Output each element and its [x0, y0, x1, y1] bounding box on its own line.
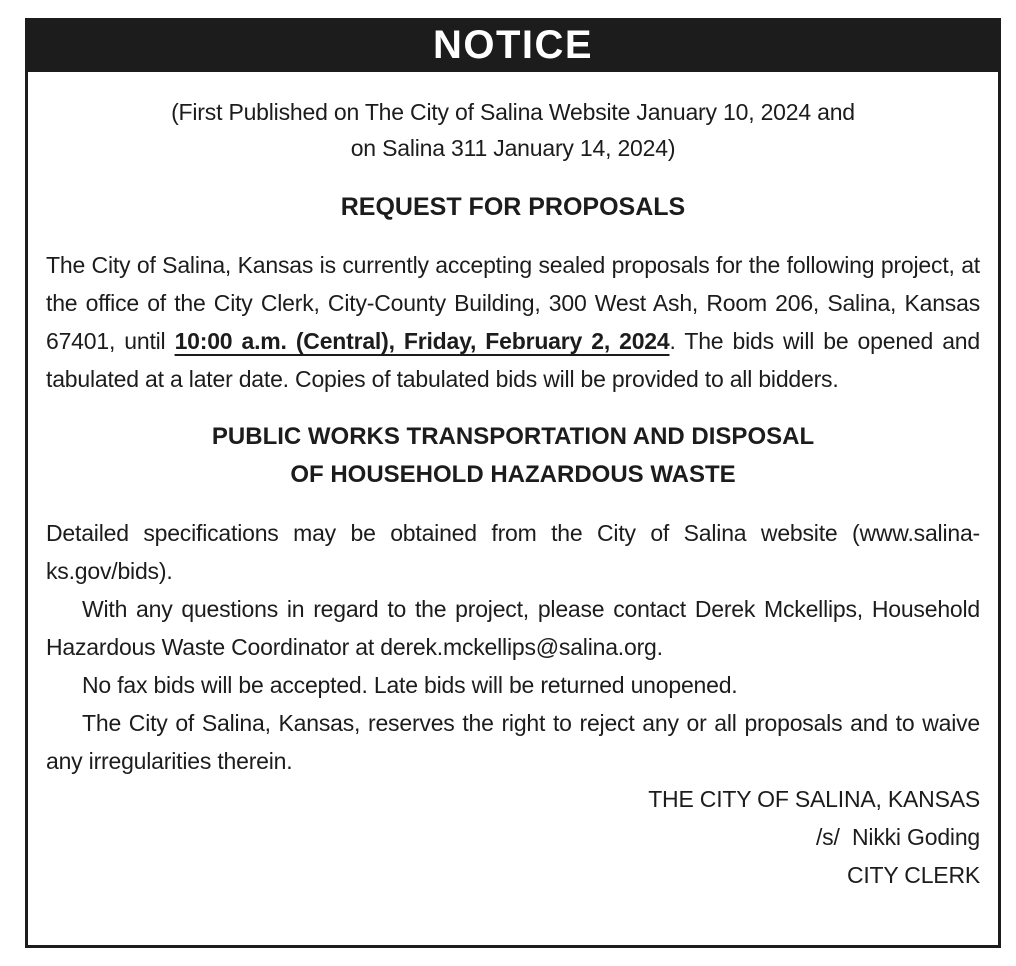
questions-paragraph: With any questions in regard to the project, please contact Derek Mckellips, Household Hazardous Waste Coordinator at derek.mckellips@salina.org.: [46, 596, 980, 660]
publication-note: [46, 94, 980, 166]
signature-title: CITY CLERK: [846, 862, 980, 888]
notice-banner: [25, 18, 1001, 72]
signature-block: [46, 780, 980, 894]
project-heading-line-1: PUBLIC WORKS TRANSPORTATION AND DISPOSAL: [211, 423, 815, 450]
notice-document: [25, 18, 1001, 948]
details-section: [46, 514, 980, 780]
project-heading-line-2: OF HOUSEHOLD HAZARDOUS WASTE: [290, 461, 736, 488]
intro-paragraph: [46, 246, 980, 398]
project-heading: [46, 418, 980, 494]
intro-text-after: . The bids will be opened and tabulated at a later date. Copies of tabulated bids will be provided to all bidders.: [46, 328, 980, 392]
publication-note-line-2: on Salina 311 January 14, 2024): [350, 135, 676, 161]
specifications-paragraph: Detailed specifications may be obtained from the City of Salina website (www.salina-ks.gov/bids).: [46, 520, 980, 584]
rfp-heading: REQUEST FOR PROPOSALS: [340, 193, 686, 221]
banner-title: NOTICE: [432, 22, 594, 67]
deadline-emphasis: 10:00 a.m. (Central), Friday, February 2, 2024: [174, 328, 670, 354]
publication-note-line-1: (First Published on The City of Salina Website January 10, 2024 and: [171, 99, 855, 125]
notice-content: [25, 72, 1001, 948]
signature-signed-by: /s/ Nikki Goding: [815, 824, 980, 850]
signature-organization: THE CITY OF SALINA, KANSAS: [648, 786, 980, 812]
fax-paragraph: No fax bids will be accepted. Late bids will be returned unopened.: [82, 672, 738, 698]
intro-text-before: The City of Salina, Kansas is currently accepting sealed proposals for the following project, at the office of the City Clerk, City-County Building, 300 West Ash, Room 206, Salina, Kansas 67401, until: [46, 252, 980, 354]
rights-paragraph: The City of Salina, Kansas, reserves the right to reject any or all proposals and to waive any irregularities therein.: [46, 710, 980, 774]
